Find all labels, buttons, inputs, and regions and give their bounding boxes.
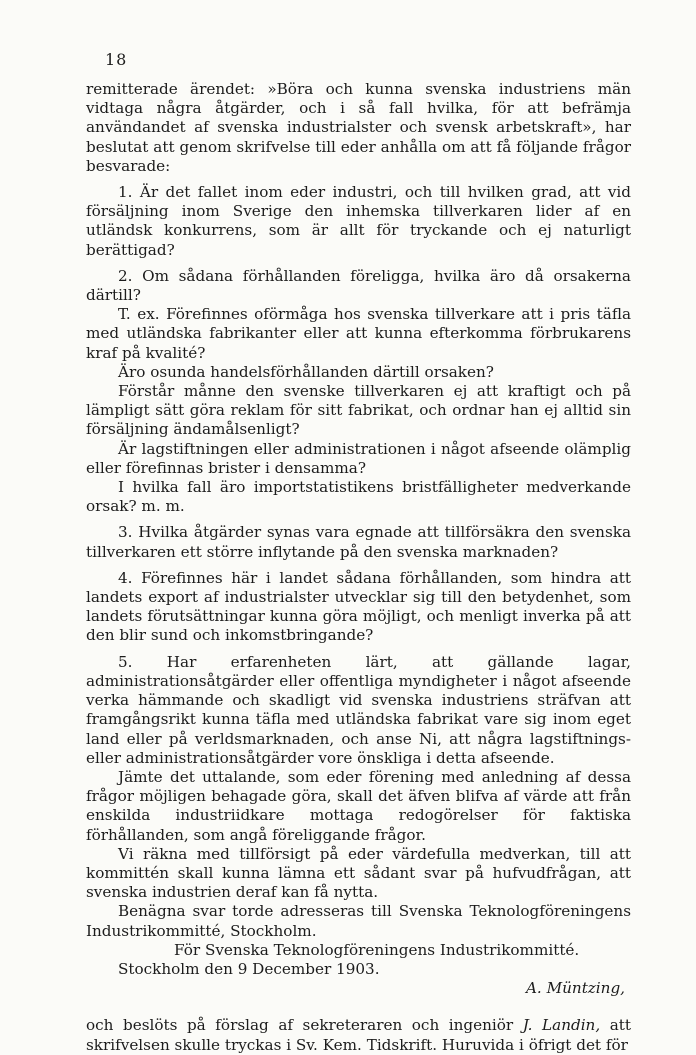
- paragraph-continuation: [86, 1016, 631, 1054]
- paragraph-intro: remitterade ärendet: »Böra och kunna svenska industriens män vidtaga några åtgärder, och i så fall hvilka, för att befrämja användandet af svenska industrialster och svensk arbetskraft», har beslutat att genom skrifvelse till eder anhålla om att få följande frågor besvarade:: [86, 80, 631, 175]
- paragraph-statement: Jämte det uttalande, som eder förening med anledning af dessa frågor möjligen behagade göra, skall det äfven blifva af värde att från enskilda industriidkare mottaga redogörelser för faktiska förhållanden, som angå föreliggande frågor.: [86, 767, 631, 844]
- dateline: Stockholm den 9 December 1903.: [118, 959, 380, 978]
- page-number: 18: [105, 50, 128, 69]
- continuation-text-a: och beslöts på förslag af sekreteraren och ingeniör: [86, 1016, 523, 1035]
- question-2-statistics: I hvilka fall äro importstatistikens bristfälligheter medverkande orsak? m. m.: [86, 478, 631, 516]
- question-3: 3. Hvilka åtgärder synas vara egnade att tillförsäkra den svenska tillverkaren ett större inflytande på den svenska marknaden?: [86, 523, 631, 561]
- question-2-example: T. ex. Förefinnes oförmåga hos svenska tillverkare att i pris täfla med utländska fabrikanter eller att kunna efterkomma förbrukarens kraf på kvalité?: [86, 305, 631, 362]
- question-5: 5. Har erfarenheten lärt, att gällande lagar, administrationsåtgärder eller offentliga myndigheter i något afseende verka hämmande och skadligt vid svenska industriens sträfvan att framgångsrikt kunna täfla med utländska fabrikat vare sig inom eget land eller på verldsmarknaden, och anse Ni, att några lagstiftnings- eller administrationsåtgärder vore önskliga i detta afseende.: [86, 652, 631, 767]
- question-2: 2. Om sådana förhållanden föreligga, hvilka äro då orsakerna därtill?: [86, 266, 631, 305]
- continuation-text-b: att skrifvelsen skulle tryckas i Sv. Kem. Tidskrift. Huruvida i öfrigt det för: [86, 1016, 631, 1054]
- person-name: J. Landin,: [522, 1016, 601, 1035]
- signature-author: A. Müntzing,: [525, 979, 625, 998]
- paragraph-address: Benägna svar torde adresseras till Svenska Teknologföreningens Industrikommitté, Stockholm.: [86, 902, 631, 940]
- paragraph-cooperation: Vi räkna med tillförsigt på eder värdefulla medverkan, till att kommittén skall kunna lämna ett sådant svar på hufvudfrågan, att svenska industrien deraf kan få nytta.: [86, 844, 631, 902]
- question-1: 1. Är det fallet inom eder industri, och till hvilken grad, att vid försäljning inom Sverige den inhemska tillverkaren lider af en utländsk konkurrens, som är allt för tryckande och ej naturligt berättigad?: [86, 183, 631, 259]
- question-2-advertising: Förstår månne den svenske tillverkaren ej att kraftigt och på lämpligt sätt göra reklam för sitt fabrikat, och ordnar han ej alltid sin försäljning ändamålsenligt?: [86, 382, 631, 439]
- question-2-legislation: Är lagstiftningen eller administrationen i något afseende olämplig eller förefinnas brister i densamma?: [86, 439, 631, 477]
- document-body: [86, 80, 631, 1055]
- question-4: 4. Förefinnes här i landet sådana förhållanden, som hindra att landets export af industrialster utvecklar sig till den betydenhet, som landets förutsättningar kunna göra möjligt, och menligt inverka på att den blir sund och inkomstbringande?: [86, 568, 631, 645]
- question-2-trade: Äro osunda handelsförhållanden därtill orsaken?: [118, 362, 494, 381]
- signature-committee: För Svenska Teknologföreningens Industrikommitté.: [174, 940, 580, 959]
